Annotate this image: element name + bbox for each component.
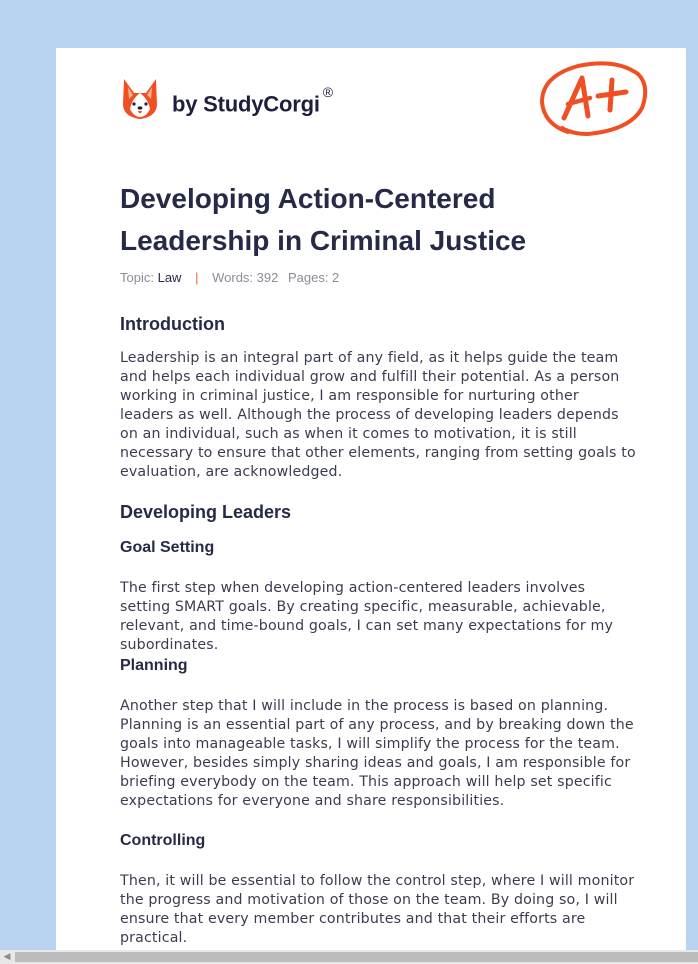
paragraph-goal-setting: The first step when developing action-centered leaders involves setting SMART goals. By creating specific, measurable, achievable, relevant, and time-bound goals, I can set many expectations for my subordinates. xyxy=(120,580,614,653)
topic-link[interactable]: Law xyxy=(157,270,182,285)
studycorgi-logo[interactable] xyxy=(120,76,333,122)
a-plus-grade-badge xyxy=(538,58,650,144)
brand-name: by StudyCorgi ® xyxy=(172,84,333,117)
section-heading-introduction: Introduction xyxy=(120,314,225,334)
section-heading-goal-setting: Goal Setting xyxy=(120,539,215,556)
document-page xyxy=(56,48,686,950)
page-count: Pages: 2 xyxy=(287,270,340,285)
topic-label: Topic: xyxy=(120,270,154,285)
section-heading-planning: Planning xyxy=(120,657,188,674)
word-count: Words: 392 xyxy=(212,270,279,285)
document-meta xyxy=(120,270,339,285)
registered-mark: ® xyxy=(322,84,333,101)
section-heading-controlling: Controlling xyxy=(120,832,206,849)
paragraph-planning: Another step that I will include in the process is based on planning. Planning is an essential part of any process, and by breaking down the goals into manageable tasks, I will simplify the process for the team. However, besides simply sharing ideas and goals, I am responsible for briefing everybody on the team. This approach will help set specific expectations for everyone and share responsibilities. xyxy=(120,698,634,809)
horizontal-scrollbar[interactable] xyxy=(0,950,698,964)
section-heading-developing-leaders: Developing Leaders xyxy=(120,502,292,522)
document-title: Developing Action-Centered Leadership in Criminal Justice xyxy=(120,183,527,256)
paragraph-introduction: Leadership is an integral part of any field, as it helps guide the team and helps each individual grow and fulfill their potential. As a person working in criminal justice, I am responsible for nurturing other leaders as well. Although the process of developing leaders depends on an individual, such as when it comes to motivation, it is still necessary to ensure that other elements, ranging from setting goals to evaluation, are acknowledged. xyxy=(120,350,636,480)
corgi-icon xyxy=(120,77,160,121)
meta-separator: | xyxy=(195,270,199,285)
scrollbar-thumb[interactable] xyxy=(15,952,698,962)
a-plus-grade-icon xyxy=(538,58,650,140)
scroll-left-arrow-icon[interactable]: ◀ xyxy=(3,952,11,962)
paragraph-controlling: Then, it will be essential to follow the control step, where I will monitor the progress and motivation of those on the team. By doing so, I will ensure that every member contributes and that their efforts are practical. xyxy=(120,873,635,946)
